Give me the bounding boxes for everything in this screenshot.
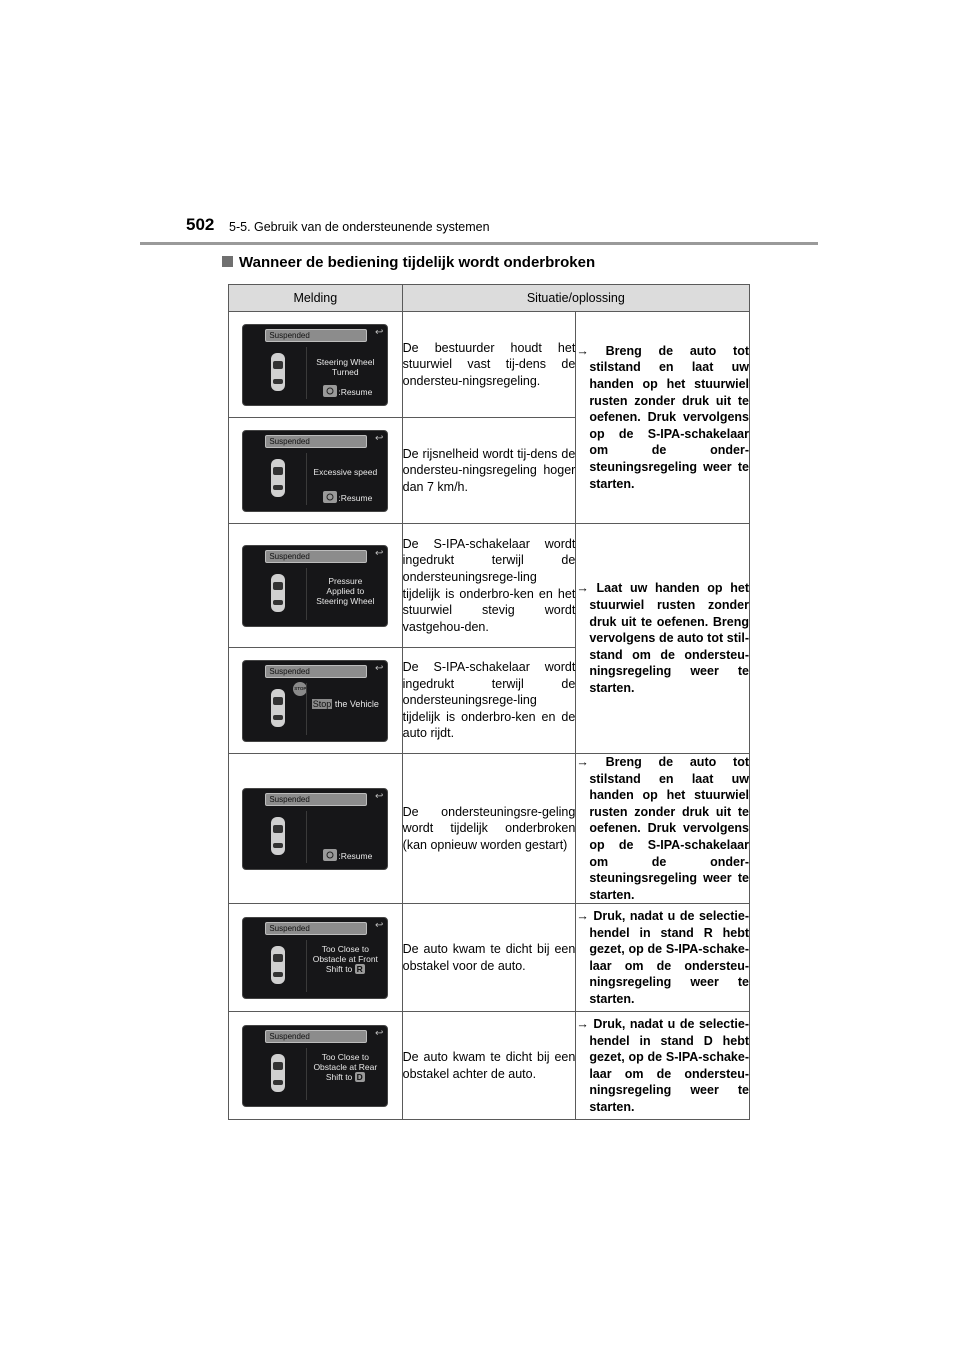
solution-text: → Laat uw handen op het stuurwiel rusten zonder druk uit te oefenen. Breng vervolgens de auto tot stil-stand om de ondersteu-ningsregeling weer te starten.: [576, 581, 749, 695]
display-screen-steering-wheel-turned: [242, 324, 388, 406]
header-divider: [140, 242, 818, 245]
screen-divider: [306, 811, 307, 863]
message-cell: [229, 754, 403, 904]
messages-table: [228, 284, 750, 1120]
sipa-switch-icon: [323, 491, 337, 503]
screen-shift-text: Shift to: [325, 963, 353, 974]
gear-d-icon: D: [356, 1071, 363, 1082]
table-header-row: [229, 285, 750, 312]
screen-resume-text: :Resume: [338, 492, 373, 503]
back-arrow-icon: ↩: [374, 919, 384, 931]
screen-message-rest: the Vehicle: [332, 698, 379, 709]
screen-message: [307, 576, 383, 606]
car-top-view-icon: [270, 458, 286, 498]
car-top-view-icon: [270, 352, 286, 392]
situation-description: De auto kwam te dicht bij een obstakel achter de auto.: [402, 1012, 576, 1120]
solution-cell: [576, 1012, 750, 1120]
suspended-banner: Suspended: [265, 435, 367, 448]
car-top-view-icon: [270, 816, 286, 856]
screen-message-line: [307, 964, 383, 974]
table-row: [229, 904, 750, 1012]
car-top-view-icon: [270, 573, 286, 613]
solution-cell: [576, 312, 750, 524]
suspended-banner: Suspended: [265, 665, 367, 678]
back-arrow-icon: ↩: [374, 1027, 384, 1039]
screen-message-line: [307, 1072, 383, 1082]
sipa-switch-icon: [323, 849, 337, 861]
message-cell: [229, 312, 403, 418]
display-screen-excessive-speed: [242, 430, 388, 512]
car-top-view-icon: [270, 688, 286, 728]
screen-stop-word: Stop: [312, 698, 332, 709]
car-top-view-icon: [270, 945, 286, 985]
solution-text: → Breng de auto tot stilstand en laat uw handen op het stuurwiel rusten zonder druk uit te oefenen. Druk vervolgens op de S-IPA-schakelaar om de onder-steuningsregeling weer te starten.: [576, 755, 749, 902]
screen-message: [307, 357, 383, 377]
back-arrow-icon: ↩: [374, 790, 384, 802]
screen-resume-text: :Resume: [338, 850, 373, 861]
suspended-banner: Suspended: [265, 329, 367, 342]
solution-cell: [576, 904, 750, 1012]
message-cell: [229, 904, 403, 1012]
screen-message-line: Obstacle at Front: [312, 953, 378, 964]
chapter-title: 5-5. Gebruik van de ondersteunende systemen: [229, 220, 490, 234]
sipa-switch-icon: [323, 385, 337, 397]
stop-sign-icon: STOP: [293, 682, 307, 696]
back-arrow-icon: ↩: [374, 662, 384, 674]
screen-message: [307, 1052, 383, 1082]
solution-text: → Druk, nadat u de selectie-hendel in stand R hebt gezet, op de S-IPA-schake-laar om de ondersteu-ningsregeling weer te starten.: [576, 909, 749, 1007]
suspended-banner: Suspended: [265, 793, 367, 806]
back-arrow-icon: ↩: [374, 432, 384, 444]
table-row: [229, 1012, 750, 1120]
screen-divider: [306, 453, 307, 505]
message-cell: [229, 524, 403, 648]
gear-r-icon: R: [356, 963, 363, 974]
screen-divider: [306, 683, 307, 735]
screen-message-line: Too Close to: [321, 943, 369, 954]
table-row: [229, 312, 750, 418]
screen-message-line: Excessive speed: [313, 466, 378, 477]
bullet-square-icon: [222, 256, 233, 267]
situation-description: De ondersteuningsre-geling wordt tijdelijk onderbroken (kan opnieuw worden gestart): [402, 754, 576, 904]
screen-message-line: Pressure: [328, 575, 363, 586]
table-row: [229, 524, 750, 648]
screen-message-line: Turned: [332, 366, 359, 377]
situation-description: De auto kwam te dicht bij een obstakel voor de auto.: [402, 904, 576, 1012]
back-arrow-icon: ↩: [374, 547, 384, 559]
screen-message: [307, 467, 383, 477]
back-arrow-icon: ↩: [374, 326, 384, 338]
solution-cell: [576, 754, 750, 904]
display-screen-obstacle-front: [242, 917, 388, 999]
suspended-banner: Suspended: [265, 922, 367, 935]
situation-description: De bestuurder houdt het stuurwiel vast tij-dens de ondersteu-ningsregeling.: [402, 312, 576, 418]
display-screen-stop-vehicle: [242, 660, 388, 742]
table-row: [229, 754, 750, 904]
solution-text: → Druk, nadat u de selectie-hendel in stand D hebt gezet, op de S-IPA-schake-laar om de ondersteu-ningsregeling weer te starten.: [576, 1017, 749, 1115]
screen-message-line: Steering Wheel: [316, 356, 375, 367]
car-top-view-icon: [270, 1053, 286, 1093]
screen-message-line: Obstacle at Rear: [313, 1061, 378, 1072]
screen-message-line: Applied to: [326, 585, 365, 596]
situation-description: De S-IPA-schakelaar wordt ingedrukt terwijl de ondersteuningsrege-ling tijdelijk is onderbro-ken en het stuurwiel stevig wordt vastgehou-den.: [402, 524, 576, 648]
screen-message: [307, 699, 383, 709]
page-number: 502: [186, 215, 215, 234]
message-cell: [229, 648, 403, 754]
message-cell: [229, 1012, 403, 1120]
suspended-banner: Suspended: [265, 1030, 367, 1043]
display-screen-pressure-applied: [242, 545, 388, 627]
column-header-situation: Situatie/oplossing: [402, 285, 749, 312]
situation-description: De S-IPA-schakelaar wordt ingedrukt terwijl de ondersteuningsrege-ling tijdelijk is onderbro-ken en de auto rijdt.: [402, 648, 576, 754]
situation-description: De rijsnelheid wordt tij-dens de ondersteu-ningsregeling hoger dan 7 km/h.: [402, 418, 576, 524]
message-cell: [229, 418, 403, 524]
screen-message-line: Steering Wheel: [316, 595, 375, 606]
section-title: [222, 254, 595, 271]
screen-shift-text: Shift to: [325, 1071, 353, 1082]
display-screen-obstacle-rear: [242, 1025, 388, 1107]
solution-text: → Breng de auto tot stilstand en laat uw handen op het stuurwiel rusten zonder druk uit te oefenen. Druk vervolgens op de S-IPA-schakelaar om de onder-steuningsregeling weer te starten.: [576, 343, 749, 491]
section-title-text: Wanneer de bediening tijdelijk wordt onderbroken: [239, 254, 596, 271]
suspended-banner: Suspended: [265, 550, 367, 563]
display-screen-resume: [242, 788, 388, 870]
screen-resume-text: :Resume: [338, 386, 373, 397]
screen-message: [307, 944, 383, 974]
column-header-message: Melding: [229, 285, 403, 312]
solution-cell: [576, 524, 750, 754]
screen-message-line: Too Close to: [321, 1051, 369, 1062]
